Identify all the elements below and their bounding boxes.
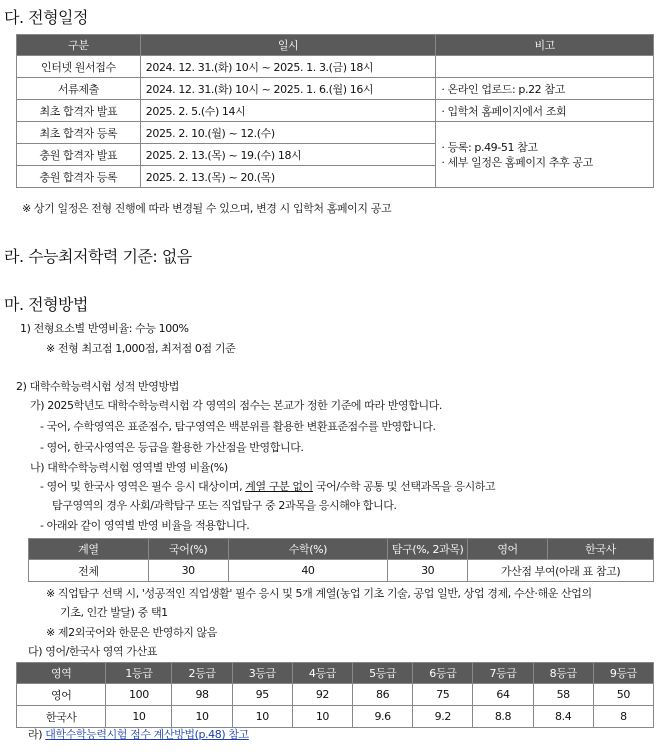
table-row (17, 78, 654, 100)
schedule-label: 서류제출 (17, 78, 141, 100)
table-row (17, 122, 654, 144)
schedule-footnote: ※ 상기 일정은 전형 진행에 따라 변경될 수 있으며, 변경 시 입학처 홈페이지 공고 (22, 202, 392, 215)
schedule-header-note: 비고 (436, 35, 654, 56)
grade-header: 6등급 (413, 663, 473, 684)
ratio-cell: 40 (228, 560, 388, 582)
grade-header: 4등급 (292, 663, 352, 684)
method-ga-2: - 영어, 한국사영역은 등급을 활용한 가산점을 반영합니다. (40, 441, 304, 454)
ratio-table (28, 538, 654, 582)
grade-header: 8등급 (533, 663, 593, 684)
grade-cell: 영어 (17, 684, 106, 706)
grade-header: 3등급 (232, 663, 292, 684)
ratio-cell: 30 (148, 560, 228, 582)
grade-cell: 8 (593, 706, 653, 728)
footer-line (28, 726, 249, 742)
method-na-1-text: 국어/수학 공통 및 선택과목을 응시하고 (312, 480, 496, 493)
grade-cell: 10 (232, 706, 292, 728)
schedule-header-category: 구분 (17, 35, 141, 56)
section-title-method: 마. 전형방법 (4, 295, 88, 314)
grade-cell: 64 (473, 684, 533, 706)
ratio-header: 영어 (468, 539, 548, 560)
method-item-2: 2) 대학수학능력시험 성적 반영방법 (16, 380, 179, 393)
grade-header-row (17, 663, 654, 684)
schedule-note: · 입학처 홈페이지에서 조회 (436, 100, 654, 122)
schedule-date: 2025. 2. 13.(목) ~ 20.(목) (140, 166, 436, 188)
schedule-note-line: · 등록: p.49-51 참고 (441, 140, 538, 154)
schedule-note-register (436, 122, 654, 188)
grade-cell: 98 (172, 684, 232, 706)
grade-cell: 86 (353, 684, 413, 706)
ratio-header: 계열 (29, 539, 149, 560)
grade-cell: 8.4 (533, 706, 593, 728)
method-item-1: 1) 전형요소별 반영비율: 수능 100% (20, 322, 189, 335)
grade-cell: 9.2 (413, 706, 473, 728)
method-na-1-underline: 계열 구분 없이 (245, 480, 313, 493)
ratio-header: 탐구(%, 2과목) (388, 539, 468, 560)
schedule-label: 인터넷 원서접수 (17, 56, 141, 78)
table-row (29, 560, 654, 582)
grade-header: 5등급 (353, 663, 413, 684)
schedule-note-line: · 세부 일정은 홈페이지 추후 공고 (441, 155, 593, 169)
method-ga: 가) 2025학년도 대학수학능력시험 각 영역의 점수는 본교가 정한 기준에 따라 반영합니다. (30, 399, 443, 412)
schedule-label: 충원 합격자 발표 (17, 144, 141, 166)
grade-cell: 75 (413, 684, 473, 706)
schedule-note: · 온라인 업로드: p.22 참고 (436, 78, 654, 100)
schedule-header-row (17, 35, 654, 56)
method-na-1-text: - 영어 및 한국사 영역은 필수 응시 대상이며, (40, 480, 246, 493)
grade-bonus-table (16, 662, 654, 728)
schedule-date: 2025. 2. 10.(월) ~ 12.(수) (140, 122, 436, 144)
schedule-date: 2024. 12. 31.(화) 10시 ~ 2025. 1. 6.(월) 16시 (140, 78, 436, 100)
method-da: 다) 영어/한국사 영역 가산표 (28, 645, 157, 658)
table-row (17, 706, 654, 728)
method-na-1-cont: 탐구영역의 경우 사회/과학탐구 또는 직업탐구 중 2과목을 응시해야 합니다. (52, 499, 397, 512)
ratio-header-row (29, 539, 654, 560)
note-vocational: ※ 직업탐구 선택 시, '성공적인 직업생활' 필수 응시 및 5개 계열(농업 기초 기술, 공업 일반, 상업 경제, 수산·해운 산업의 (46, 587, 592, 600)
ratio-cell: 전체 (29, 560, 149, 582)
grade-cell: 10 (106, 706, 172, 728)
grade-cell: 100 (106, 684, 172, 706)
schedule-date: 2025. 2. 5.(수) 14시 (140, 100, 436, 122)
note-vocational-cont: 기초, 인간 발달) 중 택1 (60, 606, 168, 619)
ratio-cell: 가산점 부여(아래 표 참고) (468, 560, 654, 582)
method-item-1-note: ※ 전형 최고점 1,000점, 최저점 0점 기준 (46, 342, 236, 355)
footer-prefix: 라) (28, 728, 46, 741)
grade-header: 1등급 (106, 663, 172, 684)
grade-cell: 한국사 (17, 706, 106, 728)
schedule-header-date: 일시 (140, 35, 436, 56)
schedule-date: 2025. 2. 13.(목) ~ 19.(수) 18시 (140, 144, 436, 166)
schedule-date: 2024. 12. 31.(화) 10시 ~ 2025. 1. 3.(금) 18시 (140, 56, 436, 78)
grade-header: 영역 (17, 663, 106, 684)
grade-cell: 8.8 (473, 706, 533, 728)
grade-cell: 58 (533, 684, 593, 706)
grade-cell: 9.6 (353, 706, 413, 728)
grade-header: 7등급 (473, 663, 533, 684)
csat-calculation-link[interactable]: 대학수학능력시험 점수 계산방법(p.48) 참고 (45, 728, 249, 741)
grade-header: 9등급 (593, 663, 653, 684)
ratio-cell: 30 (388, 560, 468, 582)
note-second-language: ※ 제2외국어와 한문은 반영하지 않음 (46, 626, 217, 639)
method-na: 나) 대학수학능력시험 영역별 반영 비율(%) (30, 461, 228, 474)
schedule-label: 최초 합격자 등록 (17, 122, 141, 144)
grade-cell: 10 (172, 706, 232, 728)
table-row (17, 100, 654, 122)
section-title-csat-minimum: 라. 수능최저학력 기준: 없음 (4, 247, 192, 266)
grade-cell: 10 (292, 706, 352, 728)
schedule-table (16, 34, 654, 188)
schedule-label: 최초 합격자 발표 (17, 100, 141, 122)
table-row (17, 684, 654, 706)
grade-cell: 95 (232, 684, 292, 706)
schedule-note-empty (436, 56, 654, 78)
table-row (17, 56, 654, 78)
ratio-header: 국어(%) (148, 539, 228, 560)
ratio-header: 한국사 (548, 539, 654, 560)
method-na-1 (40, 478, 495, 494)
ratio-header: 수학(%) (228, 539, 388, 560)
section-title-schedule: 다. 전형일정 (4, 8, 88, 27)
method-na-2: - 아래와 같이 영역별 반영 비율을 적용합니다. (40, 519, 250, 532)
method-ga-1: - 국어, 수학영역은 표준점수, 탐구영역은 백분위를 활용한 변환표준점수를 반영합니다. (40, 420, 436, 433)
grade-header: 2등급 (172, 663, 232, 684)
grade-cell: 92 (292, 684, 352, 706)
grade-cell: 50 (593, 684, 653, 706)
schedule-label: 충원 합격자 등록 (17, 166, 141, 188)
